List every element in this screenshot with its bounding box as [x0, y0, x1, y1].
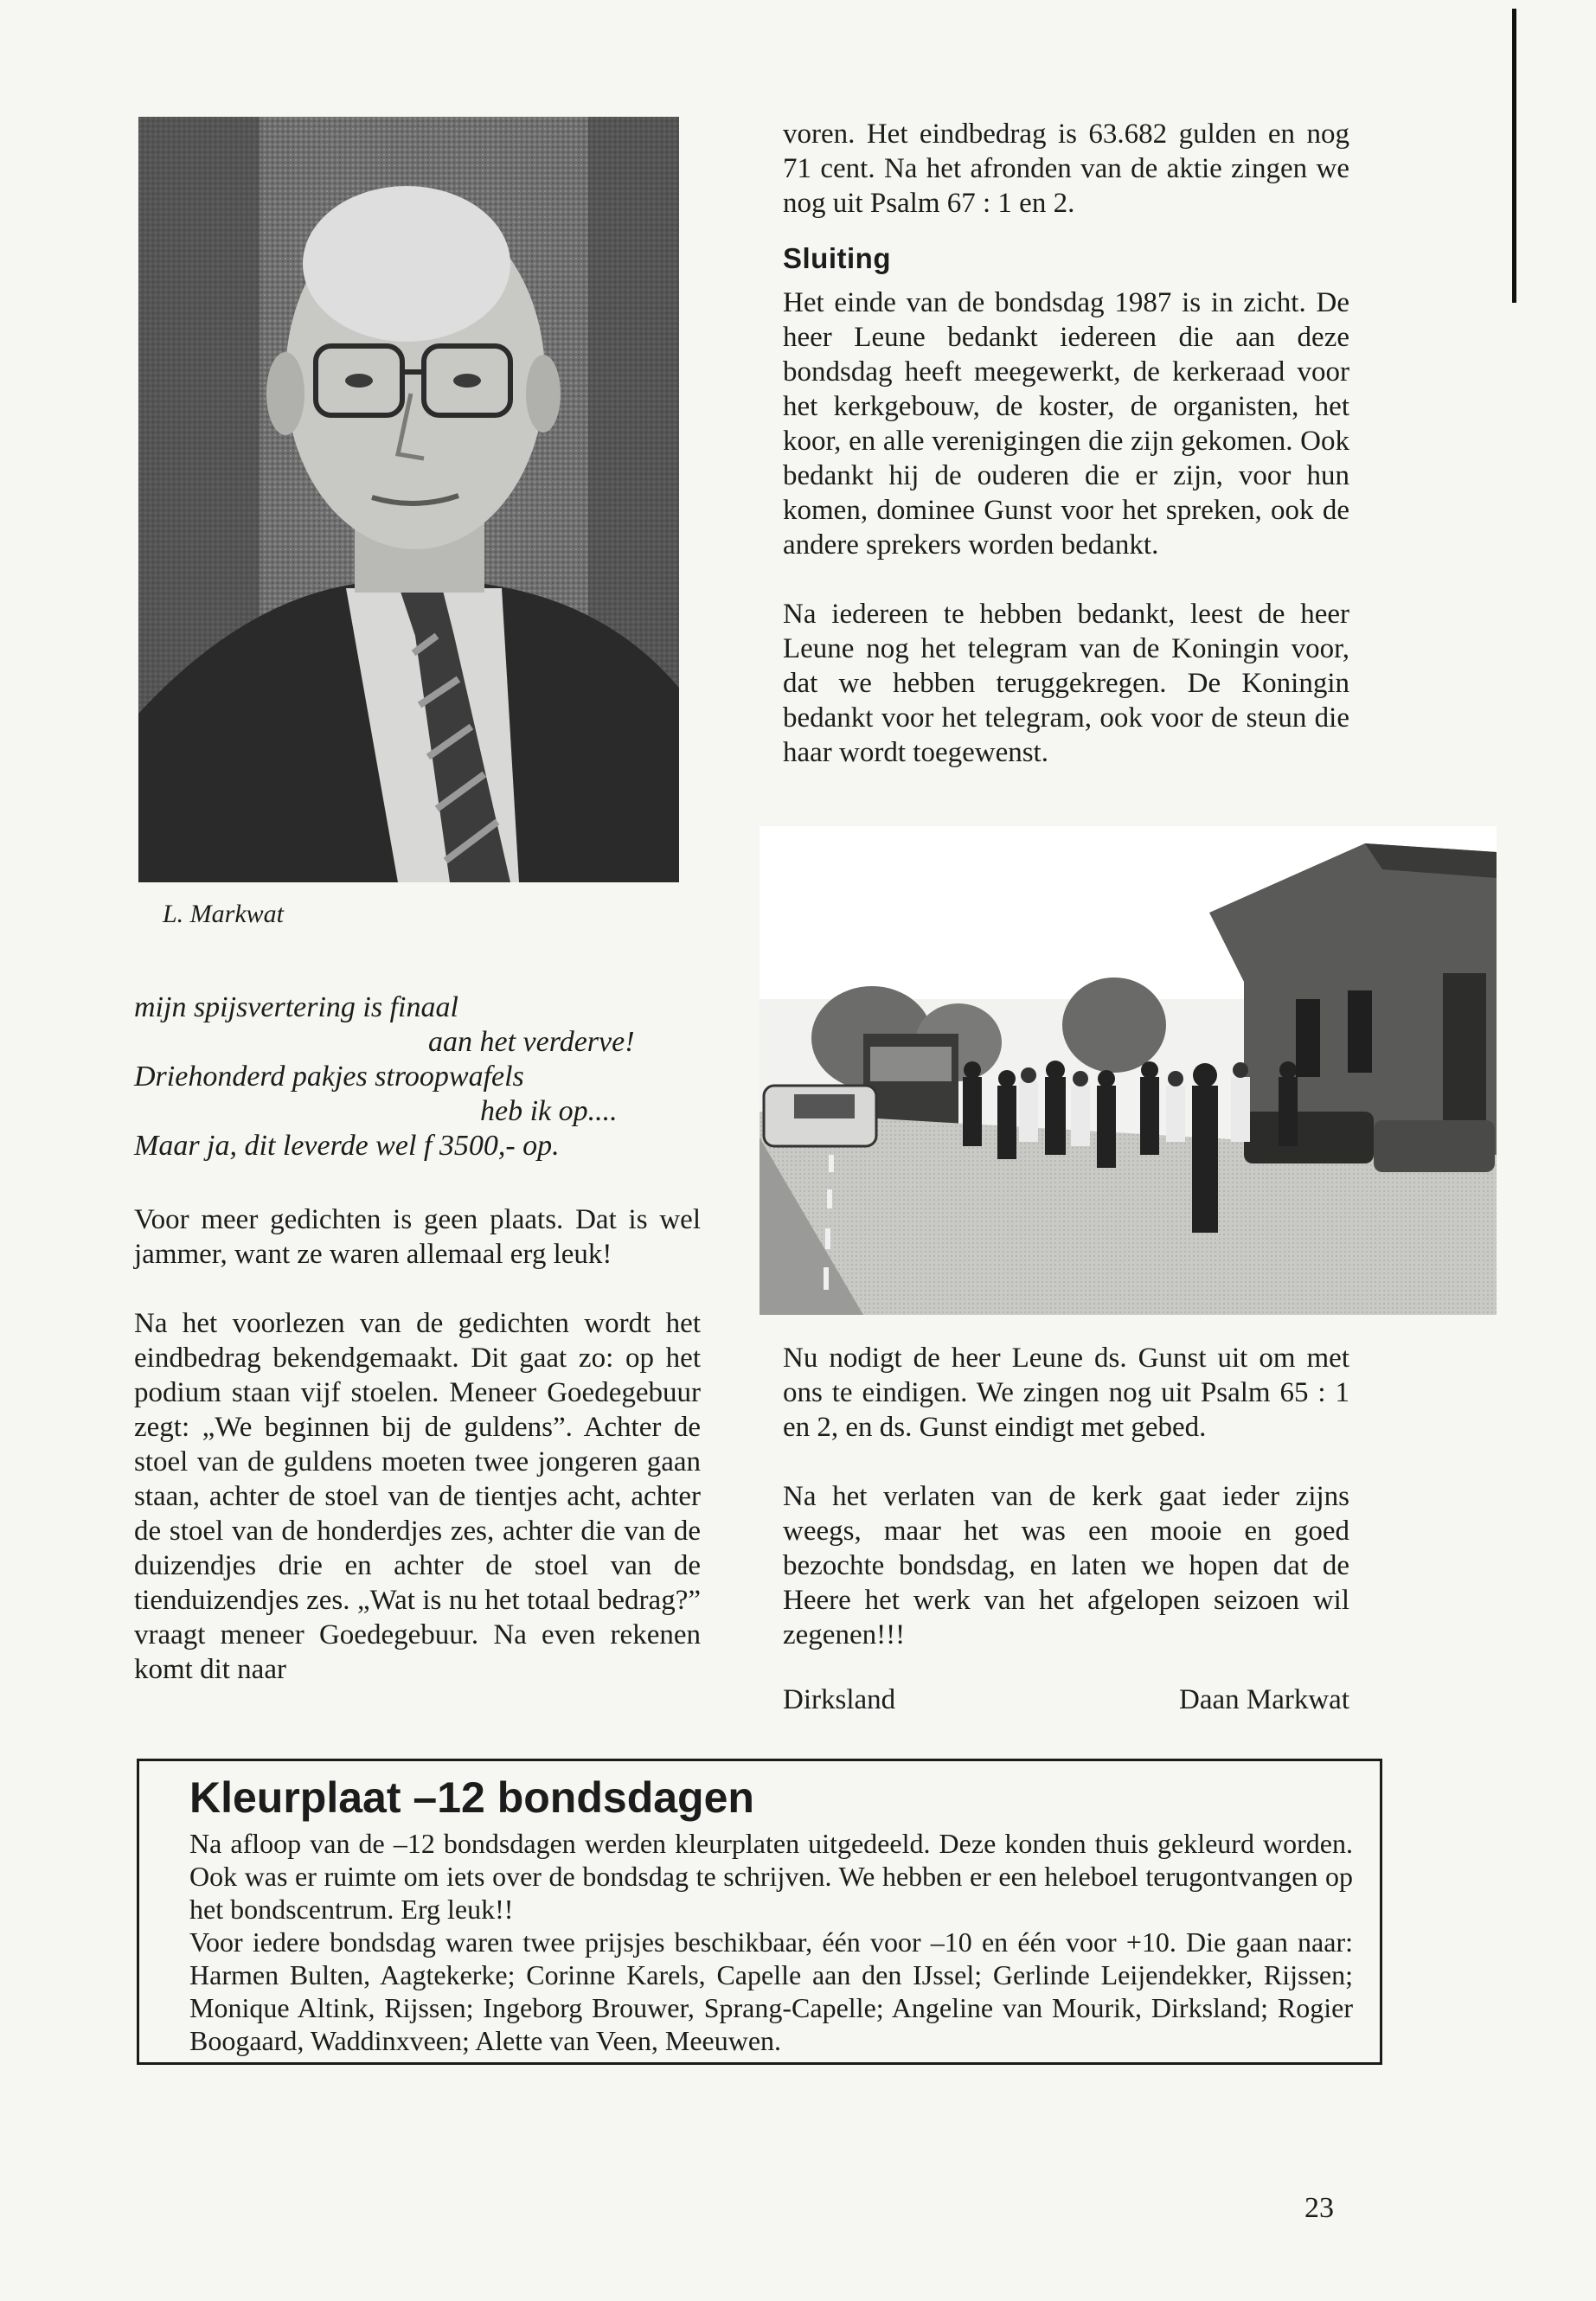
portrait-caption: L. Markwat — [163, 900, 285, 928]
left-paragraph-1: Voor meer gedichten is geen plaats. Dat is wel jammer, want ze waren allemaal erg leuk! — [134, 1204, 701, 1270]
box-paragraph-1: Na afloop van de –12 bondsdagen werden kleurplaten uitgedeeld. Deze konden thuis gekleurd worden. Ook was er ruimte om iets over de bondsdag te schrijven. We hebben er een heleboel terugontvangen op het bondscentrum. Erg leuk!! — [189, 1828, 1353, 1925]
poem-line-5: Maar ja, dit leverde wel f 3500,- op. — [134, 1130, 560, 1162]
intro-paragraph: voren. Het eindbedrag is 63.682 gulden en nog 71 cent. Na het afronden van de aktie zingen we nog uit Psalm 67 : 1 en 2. — [783, 119, 1349, 219]
street-photo — [760, 826, 1497, 1315]
sluiting-paragraph-1: Het einde van de bondsdag 1987 is in zicht. De heer Leune bedankt iedereen die aan deze bondsdag heeft meegewerkt, de kerkeraad voor het kerkgebouw, de koster, de organisten, het koor, en alle verenigingen die zijn gekomen. Ook bedankt hij de ouderen die er zijn, voor hun komen, dominee Gunst voor het spreken, ook de andere sprekers worden bedankt. — [783, 287, 1349, 561]
section-heading-sluiting: Sluiting — [783, 242, 891, 274]
box-paragraph-2: Voor iedere bondsdag waren twee prijsjes beschikbaar, één voor –10 en één voor +10. Die gaan naar: Harmen Bulten, Aagtekerke; Corinne Karels, Capelle aan den IJssel; Gerlinde Leijendekker, Rijssen; Monique Altink, Rijssen; Ingeborg Brouwer, Sprang-Capelle; Angeline van Mourik, Dirksland; Rogier Boogaard, Waddinxveen; Alette van Veen, Meeuwen. — [189, 1926, 1353, 2056]
signoff-place: Dirksland — [783, 1684, 896, 1715]
poem-line-3: Driehonderd pakjes stroopwafels — [134, 1061, 524, 1093]
sluiting-paragraph-2: Na iedereen te hebben bedankt, leest de heer Leune nog het telegram van de Koningin voor, dat we hebben teruggekregen. De Koningin bedankt voor het telegram, ook voor de steun die haar wordt toegewenst. — [783, 599, 1349, 768]
poem-line-4: heb ik op.... — [480, 1095, 618, 1127]
right-paragraph-closing-1: Nu nodigt de heer Leune ds. Gunst uit om met ons te eindigen. We zingen nog uit Psalm 65 : 1 en 2, en ds. Gunst eindigt met gebed. — [783, 1343, 1349, 1443]
portrait-photo — [138, 117, 679, 882]
poem — [134, 990, 705, 1163]
left-paragraph-2: Na het voorlezen van de gedichten wordt het eindbedrag bekendgemaakt. Dit gaat zo: op het podium staan vijf stoelen. Meneer Goedegebuur zegt: „We beginnen bij de guldens”. Achter de stoel van de guldens moeten twee jongeren gaan staan, achter de stoel van de tientjes acht, achter de stoel van de honderdjes zes, achter die van de duizendjes drie en achter de stoel van de tienduizendjes zes. „Wat is nu het totaal bedrag?” vraagt meneer Goedegebuur. Na even rekenen komt dit naar — [134, 1308, 701, 1685]
poem-line-1: mijn spijsvertering is finaal — [134, 991, 458, 1023]
signoff-author: Daan Markwat — [1178, 1684, 1349, 1715]
box-title: Kleurplaat –12 bondsdagen — [189, 1773, 754, 1822]
poem-line-2: aan het verderve! — [428, 1026, 635, 1058]
kleurplaat-box — [137, 1759, 1382, 2065]
page-edge-line — [1512, 9, 1516, 303]
right-paragraph-closing-2: Na het verlaten van de kerk gaat ieder zijns weegs, maar het was een mooie en goed bezochte bondsdag, en laten we hopen dat de Heere het werk van het afgelopen seizoen wil zegenen!!! — [783, 1481, 1349, 1650]
page-number: 23 — [1304, 2192, 1334, 2224]
